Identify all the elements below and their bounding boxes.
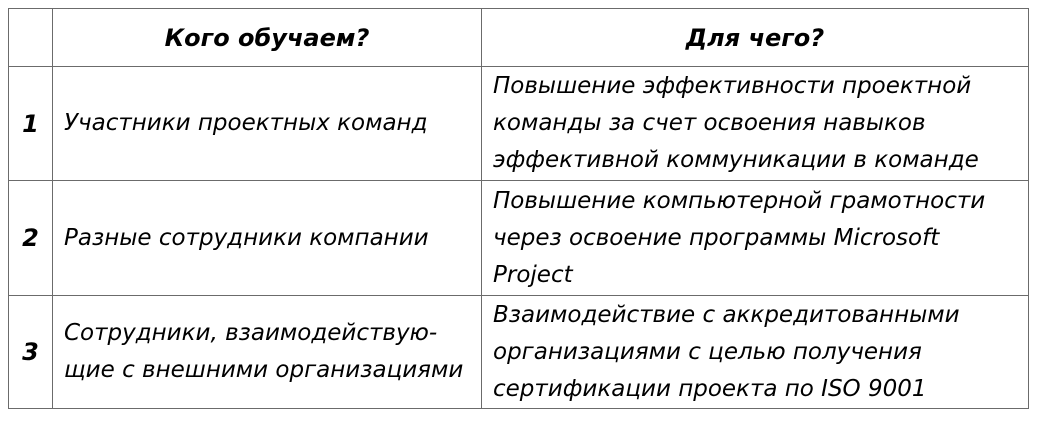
- who-text: Разные сотрудники компании: [64, 224, 429, 251]
- why-text-line: Повышение эффективности проектной: [493, 73, 972, 99]
- header-cell-why: Для чего?: [482, 9, 1029, 67]
- row-number: 2: [9, 181, 53, 296]
- who-cell: [53, 181, 482, 296]
- table-header-row: [9, 9, 1029, 67]
- why-text-line: организациями с целью получения: [493, 338, 922, 365]
- header-cell-number: [9, 9, 53, 67]
- who-text-line: щие с внешними организациями: [64, 357, 464, 383]
- why-text-line: Project: [493, 261, 573, 288]
- who-text-line: Сотрудники, взаимодействую-: [64, 320, 438, 346]
- why-cell: [482, 296, 1029, 409]
- header-cell-who: Кого обучаем?: [53, 9, 482, 67]
- why-cell: [482, 67, 1029, 181]
- row-number: 3: [9, 296, 53, 409]
- why-text-line: сертификации проекта по ISO 9001: [493, 375, 927, 402]
- table-row: [9, 296, 1029, 409]
- who-cell: [53, 67, 482, 181]
- table-row: [9, 181, 1029, 296]
- table-row: [9, 67, 1029, 181]
- why-text-line: команды за счет освоения навыков: [493, 110, 926, 136]
- why-text-line: Повышение компьютерной грамотности: [493, 187, 986, 214]
- training-table: [8, 8, 1029, 409]
- who-cell: [53, 296, 482, 409]
- row-number: 1: [9, 67, 53, 181]
- why-cell: [482, 181, 1029, 296]
- why-text-line: через освоение программы Microsoft: [493, 224, 940, 251]
- why-text-line: Взаимодействие с аккредитованными: [493, 301, 960, 328]
- why-text-line: эффективной коммуникации в команде: [493, 147, 979, 173]
- who-text: Участники проектных команд: [64, 110, 428, 136]
